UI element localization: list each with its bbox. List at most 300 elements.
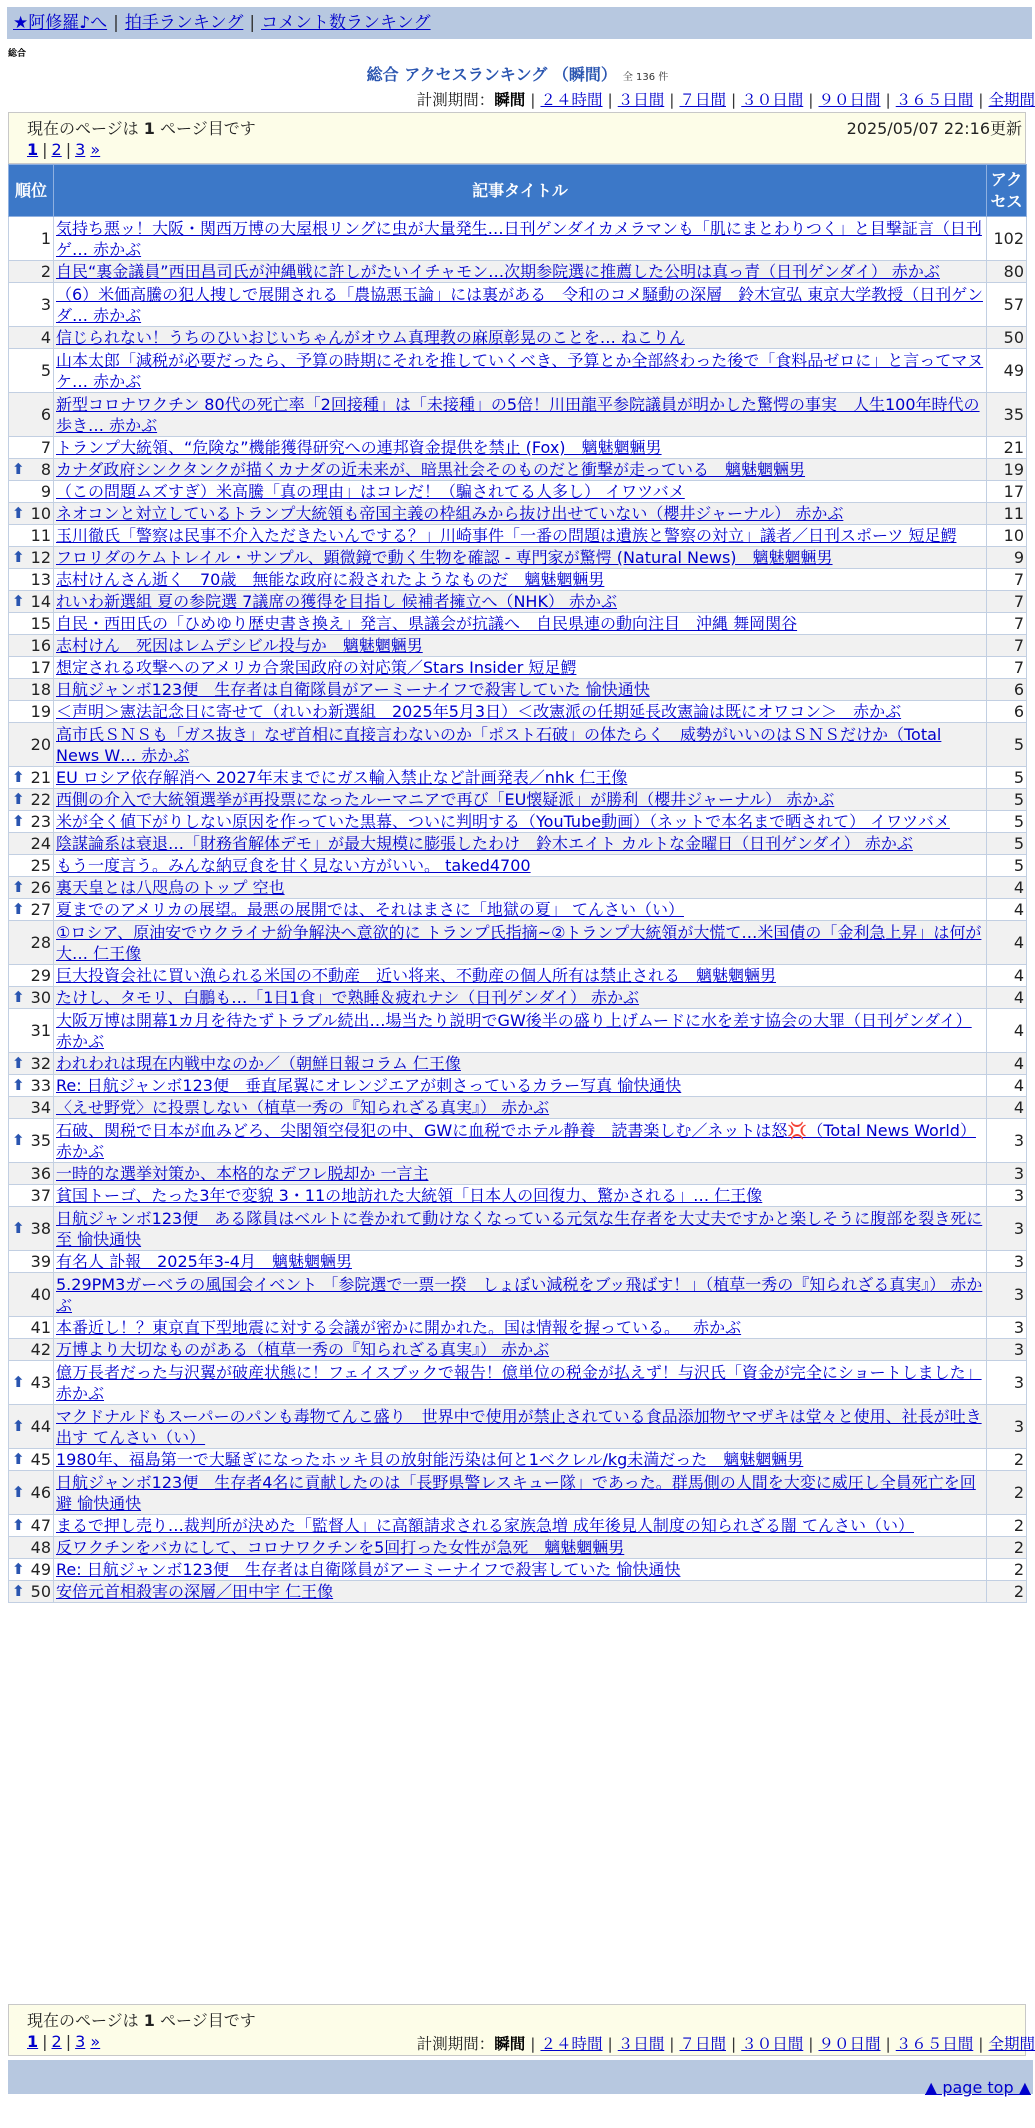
article-title-link[interactable]: 1980年、福島第一で大騒ぎになったホッキ貝の放射能汚染は何と1ベクレル/kg未満だった 魑魅魍魎男 — [56, 1450, 804, 1469]
footer-bar — [8, 2060, 1033, 2094]
article-title-link[interactable]: 一時的な選挙対策か、本格的なデフレ脱却か 一言主 — [56, 1164, 429, 1183]
rank-cell — [9, 569, 54, 591]
table-row — [9, 569, 1027, 591]
home-link[interactable]: ★阿修羅♪へ — [13, 13, 108, 33]
table-row — [9, 1251, 1027, 1273]
table-row — [9, 1339, 1027, 1361]
access-count: 6 — [987, 701, 1027, 723]
table-row — [9, 701, 1027, 723]
article-title-link[interactable]: 玉川徹氏「警察は民事不介入ただきたいんでする？」川崎事件「一番の問題は遺族と警察の対立」議者／日刊スポーツ 短足鰐 — [56, 526, 957, 545]
access-count: 4 — [987, 965, 1027, 987]
next-page-link[interactable]: » — [90, 2032, 101, 2051]
period-link[interactable]: ３６５日間 — [895, 2035, 974, 2053]
access-count: 3 — [987, 1251, 1027, 1273]
access-count: 17 — [987, 481, 1027, 503]
article-title-link[interactable]: Re: 日航ジャンボ123便 垂直尾翼にオレンジエアが刺さっているカラー写真 愉快通快 — [56, 1076, 682, 1095]
access-count: 3 — [987, 1185, 1027, 1207]
rank-cell — [9, 525, 54, 547]
rank-number: 45 — [30, 1450, 51, 1469]
title-cell — [54, 393, 987, 437]
article-title-link[interactable]: 山本太郎「減税が必要だったら、予算の時期にそれを推していくべき、予算とか全部終わった後で「食料品ゼロに」と言ってマヌケ… 赤かぶ — [56, 350, 984, 391]
article-title-link[interactable]: 万博より大切なものがある（植草一秀の『知られざる真実』） 赤かぶ — [56, 1340, 550, 1359]
rank-cell — [9, 679, 54, 701]
rank-up-arrow-icon: ⬆ — [12, 1581, 25, 1600]
rank-number: 50 — [30, 1582, 51, 1601]
period-divider: | — [669, 91, 675, 109]
access-count: 5 — [987, 855, 1027, 877]
title-cell — [54, 877, 987, 899]
title-header: 記事タイトル — [54, 165, 987, 217]
rank-cell — [9, 877, 54, 899]
rank-number: 48 — [30, 1538, 51, 1557]
access-count: 3 — [987, 1207, 1027, 1251]
title-cell — [54, 1119, 987, 1163]
article-title-link[interactable]: 志村けんさん逝く 70歳 無能な政府に殺されたようなものだ 魑魅魍魎男 — [56, 570, 605, 589]
rank-cell — [9, 1097, 54, 1119]
rank-number: 18 — [30, 680, 51, 699]
rank-cell — [9, 1273, 54, 1317]
article-title-link[interactable]: 米が全く値下がりしない原因を作っていた黒幕、ついに判明する（YouTube動画）（ネットで本名まで晒されて） イワツバメ — [56, 812, 950, 831]
rank-cell — [9, 1339, 54, 1361]
title-cell — [54, 525, 987, 547]
rank-number: 8 — [40, 460, 51, 479]
article-title-link[interactable]: もう一度言う。みんな納豆食を甘く見ない方がいい。 taked4700 — [56, 856, 531, 875]
period-link[interactable]: ２４時間 — [540, 91, 603, 109]
period-link[interactable]: ３日間 — [617, 91, 665, 109]
title-cell — [54, 283, 987, 327]
title-cell — [54, 1097, 987, 1119]
rank-cell — [9, 855, 54, 877]
rank-number: 30 — [30, 988, 51, 1007]
article-title-link[interactable]: 反ワクチンをバカにして、コロナワクチンを5回打った女性が急死 魑魅魍魎男 — [56, 1538, 625, 1557]
ranking-title: 総合 アクセスランキング （瞬間） — [366, 65, 617, 84]
rank-cell — [9, 1251, 54, 1273]
period-divider: | — [808, 2035, 814, 2053]
article-title-link[interactable]: たけし、タモリ、白鵬も…「1日1食」で熟睡＆疲れナシ（日刊ゲンダイ） 赤かぶ — [56, 988, 640, 1007]
access-count: 80 — [987, 261, 1027, 283]
title-cell — [54, 217, 987, 261]
article-title-link[interactable]: 信じられない！うちのひいおじいちゃんがオウム真理教の麻原彰晃のことを… ねこりん — [56, 328, 685, 347]
title-cell — [54, 613, 987, 635]
access-count: 3 — [987, 1339, 1027, 1361]
access-count: 4 — [987, 987, 1027, 1009]
rank-cell — [9, 833, 54, 855]
rank-number: 35 — [30, 1131, 51, 1150]
rank-number: 21 — [30, 768, 51, 787]
article-title-link[interactable]: 〈えせ野党〉に投票しない（植草一秀の『知られざる真実』） 赤かぶ — [56, 1098, 550, 1117]
article-title-link[interactable]: 自民“裏金議員”西田昌司氏が沖縄戦に許しがたいイチャモン…次期参院選に推薦した公明は真っ青（日刊ゲンダイ） 赤かぶ — [56, 262, 940, 281]
article-title-link[interactable]: 裏天皇とは八咫烏のトップ 空也 — [56, 878, 285, 897]
title-cell — [54, 1053, 987, 1075]
period-divider: | — [885, 91, 891, 109]
page-link[interactable]: 2 — [51, 140, 62, 159]
article-title-link[interactable]: フロリダのケムトレイル・サンプル、顕微鏡で動く生物を確認 - 専門家が驚愕 (Natural News) 魑魅魍魎男 — [56, 548, 833, 567]
rank-cell — [9, 1185, 54, 1207]
table-row — [9, 1119, 1027, 1163]
table-row — [9, 635, 1027, 657]
title-cell — [54, 1361, 987, 1405]
table-row — [9, 547, 1027, 569]
rank-number: 1 — [40, 229, 51, 248]
pager-top — [8, 112, 1026, 164]
article-title-link[interactable]: 志村けん 死因はレムデシビル投与か 魑魅魍魎男 — [56, 636, 423, 655]
period-divider: | — [885, 2035, 891, 2053]
table-row — [9, 1559, 1027, 1581]
table-row — [9, 657, 1027, 679]
table-row — [9, 1405, 1027, 1449]
access-header: アクセス — [987, 165, 1027, 217]
rank-cell — [9, 459, 54, 481]
table-row — [9, 987, 1027, 1009]
table-row — [9, 1075, 1027, 1097]
access-count: 2 — [987, 1449, 1027, 1471]
table-row — [9, 1471, 1027, 1515]
table-row — [9, 1207, 1027, 1251]
period-current: 瞬間 — [494, 91, 526, 109]
article-title-link[interactable]: 日航ジャンボ123便 生存者4名に貢献したのは「長野県警レスキュー隊」であった。群馬側の人間を大変に威圧し全員死亡を回避 愉快通快 — [56, 1472, 976, 1513]
article-title-link[interactable]: Re: 日航ジャンボ123便 生存者は自衛隊員がアーミーナイフで殺害していた 愉快通快 — [56, 1560, 681, 1579]
table-row — [9, 921, 1027, 965]
table-row — [9, 855, 1027, 877]
page-link[interactable]: 2 — [51, 2032, 62, 2051]
period-divider: | — [731, 91, 737, 109]
page-link[interactable]: 3 — [75, 2032, 86, 2051]
period-divider: | — [607, 2035, 613, 2053]
title-cell — [54, 1339, 987, 1361]
access-count: 4 — [987, 1075, 1027, 1097]
rank-number: 42 — [30, 1340, 51, 1359]
article-title-link[interactable]: 想定される攻撃へのアメリカ合衆国政府の対応策／Stars Insider 短足鰐 — [56, 658, 577, 677]
article-title-link[interactable]: 本番近し！？東京直下型地震に対する会議が密かに開かれた。国は情報を握っている。 赤かぶ — [56, 1318, 742, 1337]
rank-cell — [9, 987, 54, 1009]
section-label: 総合 — [8, 49, 27, 59]
period-link[interactable]: ３日間 — [617, 2035, 665, 2053]
rank-cell — [9, 1075, 54, 1097]
rank-number: 39 — [30, 1252, 51, 1271]
table-row — [9, 525, 1027, 547]
article-title-link[interactable]: （この問題ムズすぎ）米高騰「真の理由」はコレだ！（騙されてる人多し） イワツバメ — [56, 482, 685, 501]
period-label: 計測期間： — [416, 91, 495, 109]
rank-cell — [9, 1207, 54, 1251]
page-links — [27, 2032, 100, 2051]
rank-cell — [9, 723, 54, 767]
clap-ranking-link[interactable]: 拍手ランキング — [124, 13, 244, 33]
access-count: 4 — [987, 899, 1027, 921]
period-selector-bottom — [417, 2032, 1035, 2054]
table-row — [9, 1361, 1027, 1405]
period-divider: | — [607, 91, 613, 109]
current-page-number: 1 — [143, 2011, 155, 2030]
article-title-link[interactable]: 気持ち悪ッ！大阪・関西万博の大屋根リングに虫が大量発生…日刊ゲンダイカメラマンも「肌にまとわりつく」と目撃証言（日刊ゲ… 赤かぶ — [56, 218, 982, 259]
rank-number: 11 — [30, 526, 51, 545]
rank-cell — [9, 1405, 54, 1449]
table-row — [9, 1273, 1027, 1317]
rank-cell — [9, 635, 54, 657]
table-row — [9, 1185, 1027, 1207]
access-count: 2 — [987, 1581, 1027, 1603]
rank-number: 25 — [30, 856, 51, 875]
rank-number: 23 — [30, 812, 51, 831]
article-title-link[interactable]: トランプ大統領、“危険な”機能獲得研究への連邦資金提供を禁止 (Fox) 魑魅魍魎男 — [56, 438, 662, 457]
rank-number: 13 — [30, 570, 51, 589]
table-row — [9, 1097, 1027, 1119]
access-count: 5 — [987, 789, 1027, 811]
table-row — [9, 723, 1027, 767]
period-divider: | — [530, 91, 536, 109]
rank-up-arrow-icon: ⬆ — [12, 1372, 25, 1391]
rank-number: 9 — [40, 482, 51, 501]
rank-up-arrow-icon: ⬆ — [12, 877, 25, 896]
period-divider: | — [978, 91, 984, 109]
period-divider: | — [669, 2035, 675, 2053]
rank-number: 40 — [30, 1285, 51, 1304]
title-cell — [54, 1537, 987, 1559]
title-cell — [54, 723, 987, 767]
period-divider: | — [731, 2035, 737, 2053]
table-row — [9, 811, 1027, 833]
article-title-link[interactable]: 大阪万博は開幕1カ月を待たずトラブル続出…場当たり説明でGW後半の盛り上げムードに水を差す協会の大罪（日刊ゲンダイ） 赤かぶ — [56, 1010, 972, 1051]
rank-cell — [9, 503, 54, 525]
rank-cell — [9, 1581, 54, 1603]
table-row — [9, 1163, 1027, 1185]
rank-up-arrow-icon: ⬆ — [12, 1218, 25, 1237]
title-cell — [54, 591, 987, 613]
access-count: 35 — [987, 393, 1027, 437]
access-count: 4 — [987, 1009, 1027, 1053]
article-title-link[interactable]: 陰謀論系は衰退…「財務省解体デモ」が最大規模に膨張したわけ 鈴木エイト カルトな金曜日（日刊ゲンダイ） 赤かぶ — [56, 834, 913, 853]
rank-cell — [9, 1471, 54, 1515]
title-cell — [54, 1185, 987, 1207]
access-count: 5 — [987, 723, 1027, 767]
access-count: 3 — [987, 1361, 1027, 1405]
rank-cell — [9, 283, 54, 327]
table-row — [9, 789, 1027, 811]
rank-up-arrow-icon: ⬆ — [12, 1075, 25, 1094]
page-link-current[interactable]: 1 — [27, 2032, 39, 2051]
article-title-link[interactable]: 日航ジャンボ123便 生存者は自衛隊員がアーミーナイフで殺害していた 愉快通快 — [56, 680, 650, 699]
rank-cell — [9, 1009, 54, 1053]
rank-cell — [9, 1515, 54, 1537]
page-divider: | — [65, 140, 72, 159]
period-link[interactable]: ７日間 — [679, 91, 726, 109]
title-cell — [54, 349, 987, 393]
rank-up-arrow-icon: ⬆ — [12, 1482, 25, 1501]
rank-number: 7 — [40, 438, 51, 457]
rank-cell — [9, 1361, 54, 1405]
page-link-current[interactable]: 1 — [27, 140, 39, 159]
rank-up-arrow-icon: ⬆ — [12, 811, 25, 830]
period-selector-top — [417, 88, 1035, 110]
article-title-link[interactable]: （6）米価高騰の犯人捜しで展開される「農協悪玉論」には裏がある 令和のコメ騒動の深層 鈴木宣弘 東京大学教授（日刊ゲンダ… 赤かぶ — [56, 284, 983, 325]
rank-number: 4 — [40, 328, 51, 347]
period-link[interactable]: 全期間 — [988, 91, 1035, 109]
period-label: 計測期間： — [416, 2035, 495, 2053]
page-link[interactable]: 3 — [75, 140, 86, 159]
access-count: 7 — [987, 613, 1027, 635]
article-title-link[interactable]: 貧国トーゴ、たった3年で変貌 3・11の地訪れた大統領「日本人の回復力、驚かされる」… 仁王像 — [56, 1186, 763, 1205]
access-count: 2 — [987, 1515, 1027, 1537]
title-cell — [54, 987, 987, 1009]
rank-cell — [9, 349, 54, 393]
next-page-link[interactable]: » — [90, 140, 101, 159]
title-cell — [54, 767, 987, 789]
rank-number: 34 — [30, 1098, 51, 1117]
rank-cell — [9, 261, 54, 283]
period-link[interactable]: ７日間 — [679, 2035, 726, 2053]
table-row — [9, 1537, 1027, 1559]
title-cell — [54, 1273, 987, 1317]
rank-number: 24 — [30, 834, 51, 853]
page-divider: | — [42, 140, 48, 159]
period-link[interactable]: ３６５日間 — [895, 91, 974, 109]
rank-number: 47 — [30, 1516, 51, 1535]
rank-up-arrow-icon: ⬆ — [12, 1515, 25, 1534]
title-cell — [54, 1163, 987, 1185]
table-row — [9, 899, 1027, 921]
ranking-table — [8, 164, 1027, 1603]
article-title-link[interactable]: 西側の介入で大統領選挙が再投票になったルーマニアで再び「EU懐疑派」が勝利（櫻井ジャーナル） 赤かぶ — [56, 790, 835, 809]
article-title-link[interactable]: 夏までのアメリカの展望。最悪の展開では、それはまさに「地獄の夏」 てんさい（い） — [56, 900, 684, 919]
article-title-link[interactable]: われわれは現在内戦中なのか／（朝鮮日報コラム 仁王像 — [56, 1054, 461, 1073]
rank-cell — [9, 657, 54, 679]
rank-cell — [9, 965, 54, 987]
access-count: 7 — [987, 635, 1027, 657]
title-cell — [54, 1251, 987, 1273]
access-count: 11 — [987, 503, 1027, 525]
rank-cell — [9, 217, 54, 261]
title-cell — [54, 459, 987, 481]
article-title-link[interactable]: マクドナルドもスーパーのパンも毒物てんこ盛り 世界中で使用が禁止されている食品添加物ヤマザキは堂々と使用、社長が吐き出す てんさい（い） — [56, 1406, 982, 1447]
rank-number: 20 — [30, 735, 51, 754]
article-title-link[interactable]: 安倍元首相殺害の深層／田中宇 仁王像 — [56, 1582, 334, 1601]
rank-number: 46 — [30, 1483, 51, 1502]
table-row — [9, 591, 1027, 613]
article-title-link[interactable]: 巨大投資会社に買い漁られる米国の不動産 近い将来、不動産の個人所有は禁止される 魑魅魍魎男 — [56, 966, 777, 985]
rank-up-arrow-icon: ⬆ — [12, 1416, 25, 1435]
title-cell — [54, 1009, 987, 1053]
period-link[interactable]: ２４時間 — [540, 2035, 603, 2053]
table-header-row — [9, 165, 1027, 217]
title-cell — [54, 789, 987, 811]
rank-number: 36 — [30, 1164, 51, 1183]
table-row — [9, 217, 1027, 261]
article-title-link[interactable]: 億万長者だった与沢翼が破産状態に！フェイスブックで報告！億単位の税金が払えず！与沢氏「資金が完全にショートしました」 赤かぶ — [56, 1362, 982, 1403]
table-row — [9, 327, 1027, 349]
page-title — [0, 62, 1035, 85]
title-cell — [54, 1559, 987, 1581]
rank-header: 順位 — [9, 165, 54, 217]
article-title-link[interactable]: れいわ新選組 夏の参院選 7議席の獲得を目指し 候補者擁立へ（NHK） 赤かぶ — [56, 592, 618, 611]
period-link[interactable]: 全期間 — [988, 2035, 1035, 2053]
rank-cell — [9, 327, 54, 349]
rank-number: 16 — [30, 636, 51, 655]
access-count: 49 — [987, 349, 1027, 393]
access-count: 7 — [987, 657, 1027, 679]
page-status-suffix: ページ目です — [160, 119, 256, 138]
article-title-link[interactable]: ①ロシア、原油安でウクライナ紛争解決へ意欲的に トランプ氏指摘~②トランプ大統領が大慌て…米国債の「金利急上昇」は何が大… 仁王像 — [56, 922, 982, 963]
article-title-link[interactable]: 日航ジャンボ123便 ある隊員はベルトに巻かれて動けなくなっている元気な生存者を大丈夫ですかと楽しそうに腹部を裂き死に至 愉快通快 — [56, 1208, 983, 1249]
article-title-link[interactable]: まるで押し売り…裁判所が決めた「監督人」に高額請求される家族急増 成年後見人制度の知られざる闇 てんさい（い） — [56, 1516, 915, 1535]
access-count: 3 — [987, 1405, 1027, 1449]
rank-cell — [9, 1559, 54, 1581]
access-count: 21 — [987, 437, 1027, 459]
table-row — [9, 349, 1027, 393]
access-count: 3 — [987, 1317, 1027, 1339]
access-count: 5 — [987, 767, 1027, 789]
rank-number: 27 — [30, 900, 51, 919]
rank-up-arrow-icon: ⬆ — [12, 547, 25, 566]
period-link[interactable]: ３０日間 — [741, 91, 804, 109]
article-title-link[interactable]: 5.29PM3ガーベラの風国会イベント 「参院選で一票一揆 しょぼい減税をブッ飛ばす！」（植草一秀の『知られざる真実』） 赤かぶ — [56, 1274, 983, 1315]
title-cell — [54, 679, 987, 701]
rank-number: 10 — [30, 504, 51, 523]
rank-cell — [9, 701, 54, 723]
page-top-link[interactable]: ▲ page top ▲ — [924, 2078, 1031, 2097]
title-cell — [54, 701, 987, 723]
title-cell — [54, 657, 987, 679]
rank-cell — [9, 767, 54, 789]
article-title-link[interactable]: 高市氏ＳＮＳも「ガス抜き」なぜ首相に直接言わないのか「ポスト石破」の体たらく 威勢がいいのはＳＮＳだけか（Total News W… 赤かぶ — [56, 724, 942, 765]
period-link[interactable]: ９０日間 — [818, 2035, 881, 2053]
rank-number: 19 — [30, 702, 51, 721]
article-title-link[interactable]: 新型コロナワクチン 80代の死亡率「2回接種」は「未接種」の5倍！川田龍平参院議員が明かした驚愕の事実 人生100年時代の歩き… 赤かぶ — [56, 394, 980, 435]
table-row — [9, 833, 1027, 855]
rank-number: 33 — [30, 1076, 51, 1095]
article-title-link[interactable]: 有名人 訃報 2025年3-4月 魑魅魍魎男 — [56, 1252, 352, 1271]
access-count: 19 — [987, 459, 1027, 481]
article-title-link[interactable]: カナダ政府シンクタンクが描くカナダの近未来が、暗黒社会そのものだと衝撃が走っている 魑魅魍魎男 — [56, 460, 806, 479]
rank-number: 37 — [30, 1186, 51, 1205]
access-count: 9 — [987, 547, 1027, 569]
article-title-link[interactable]: 自民・西田氏の「ひめゆり歴史書き換え」発言、県議会が抗議へ 自民県連の動向注目 沖縄 舞岡関谷 — [56, 614, 798, 633]
access-count: 7 — [987, 569, 1027, 591]
rank-number: 22 — [30, 790, 51, 809]
title-cell — [54, 481, 987, 503]
page-status-prefix: 現在のページは — [27, 119, 139, 138]
page-status-suffix: ページ目です — [160, 2011, 256, 2030]
access-count: 7 — [987, 591, 1027, 613]
table-row — [9, 261, 1027, 283]
article-title-link[interactable]: EU ロシア依存解消へ 2027年末までにガス輸入禁止など計画発表／nhk 仁王像 — [56, 768, 628, 787]
rank-number: 14 — [30, 592, 51, 611]
access-count: 4 — [987, 1053, 1027, 1075]
access-count: 50 — [987, 327, 1027, 349]
title-cell — [54, 1449, 987, 1471]
article-title-link[interactable]: ネオコンと対立しているトランプ大統領も帝国主義の枠組みから抜け出せていない（櫻井ジャーナル） 赤かぶ — [56, 504, 844, 523]
article-title-link[interactable]: ＜声明＞憲法記念日に寄せて（れいわ新選組 2025年5月3日）＜改憲派の任期延長改憲論は既にオワコン＞ 赤かぶ — [56, 702, 902, 721]
title-cell — [54, 327, 987, 349]
rank-number: 43 — [30, 1373, 51, 1392]
table-row — [9, 1515, 1027, 1537]
current-page-number: 1 — [143, 119, 155, 138]
period-link[interactable]: ３０日間 — [741, 2035, 804, 2053]
period-link[interactable]: ９０日間 — [818, 91, 881, 109]
title-cell — [54, 1515, 987, 1537]
title-cell — [54, 437, 987, 459]
access-count: 2 — [987, 1559, 1027, 1581]
table-row — [9, 283, 1027, 327]
title-cell — [54, 1075, 987, 1097]
comment-ranking-link[interactable]: コメント数ランキング — [261, 13, 431, 33]
rank-number: 6 — [40, 405, 51, 424]
page-status-prefix: 現在のページは — [27, 2011, 139, 2030]
title-cell — [54, 261, 987, 283]
article-title-link[interactable]: 石破、関税で日本が血みどろ、尖閣領空侵犯の中、GWに血税でホテル静養 読書楽しむ／ネットは怒💢（Total News World） 赤かぶ — [56, 1120, 976, 1161]
access-count: 4 — [987, 921, 1027, 965]
table-row — [9, 1009, 1027, 1053]
access-count: 10 — [987, 525, 1027, 547]
page-status — [27, 116, 256, 139]
